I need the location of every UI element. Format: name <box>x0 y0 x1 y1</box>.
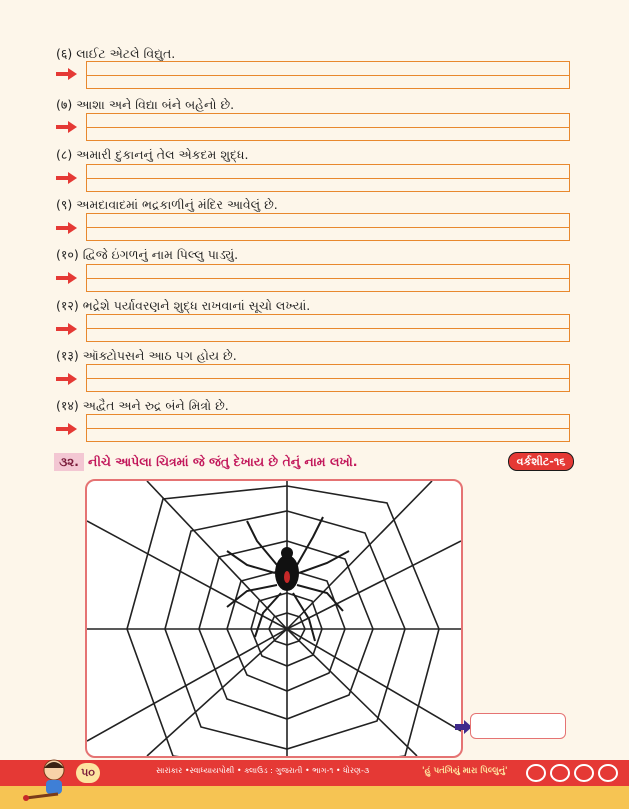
section-number: ૩૨. <box>54 453 84 471</box>
answer-box[interactable] <box>86 213 570 241</box>
decorative-loops-icon <box>524 762 624 784</box>
arrow-right-icon <box>56 271 78 285</box>
arrow-right-icon <box>56 171 78 185</box>
footer-text: સારાંકાર •સ્વાધ્યાયપોથી • ક્લાઉડ : ગુજરાતી • ભાગ-૧ • ધોરણ-૩ <box>156 766 370 775</box>
answer-box[interactable] <box>86 113 570 141</box>
question-8: (८) અમારી દુકાનનું તેલ એકદમ શુદ્ધ. <box>56 147 249 162</box>
section-title: નીચે આપેલા ચિત્રમાં જે જંતુ દેખાય છે તેનું નામ લખો. <box>88 454 358 469</box>
question-14: (१४) અદ્વૈત અને રુદ્ર બંને મિત્રો છે. <box>56 398 229 413</box>
arrow-right-icon <box>56 372 78 386</box>
arrow-right-icon <box>56 221 78 235</box>
child-mascot-icon <box>18 758 74 804</box>
answer-box[interactable] <box>86 164 570 192</box>
question-10: (१०) દ્વિજે ઇંગળનું નામ પિલ્લુ પાડ્યું. <box>56 247 239 262</box>
arrow-right-icon <box>56 120 78 134</box>
answer-box[interactable] <box>86 314 570 342</box>
footer-motto: 'હું પતંગિયું મારા પિલ્લુનું' <box>422 766 508 776</box>
answer-box[interactable] <box>86 264 570 292</box>
arrow-right-icon <box>56 67 78 81</box>
footer-band-lower <box>0 786 629 809</box>
picture-answer-box[interactable] <box>470 713 566 739</box>
question-12: (१२) ભદ્રેશે પર્યાવરણને શુદ્ધ રાખવાનાં સૂચો લખ્યાં. <box>56 298 311 313</box>
arrow-right-icon <box>56 322 78 336</box>
answer-box[interactable] <box>86 414 570 442</box>
spider-icon <box>227 517 349 641</box>
page-number: ૫૦ <box>76 763 100 783</box>
question-7: (७) આશા અને વિદ્યા બંને બહેનો છે. <box>56 97 235 112</box>
spider-web-illustration <box>87 481 461 756</box>
spider-web-picture <box>85 479 463 758</box>
question-13: (१३) ઑક્ટોપસને આઠ પગ હોય છે. <box>56 348 237 363</box>
worksheet-badge: વર્કશીટ-૧૬ <box>508 452 574 471</box>
question-6: (६) લાઈટ એટલે વિદ્યુત. <box>56 46 176 61</box>
answer-box[interactable] <box>86 61 570 89</box>
answer-box[interactable] <box>86 364 570 392</box>
question-9: (९) અમદાવાદમાં ભદ્રકાળીનું મંદિર આવેલું છે. <box>56 197 278 212</box>
arrow-right-icon <box>56 422 78 436</box>
